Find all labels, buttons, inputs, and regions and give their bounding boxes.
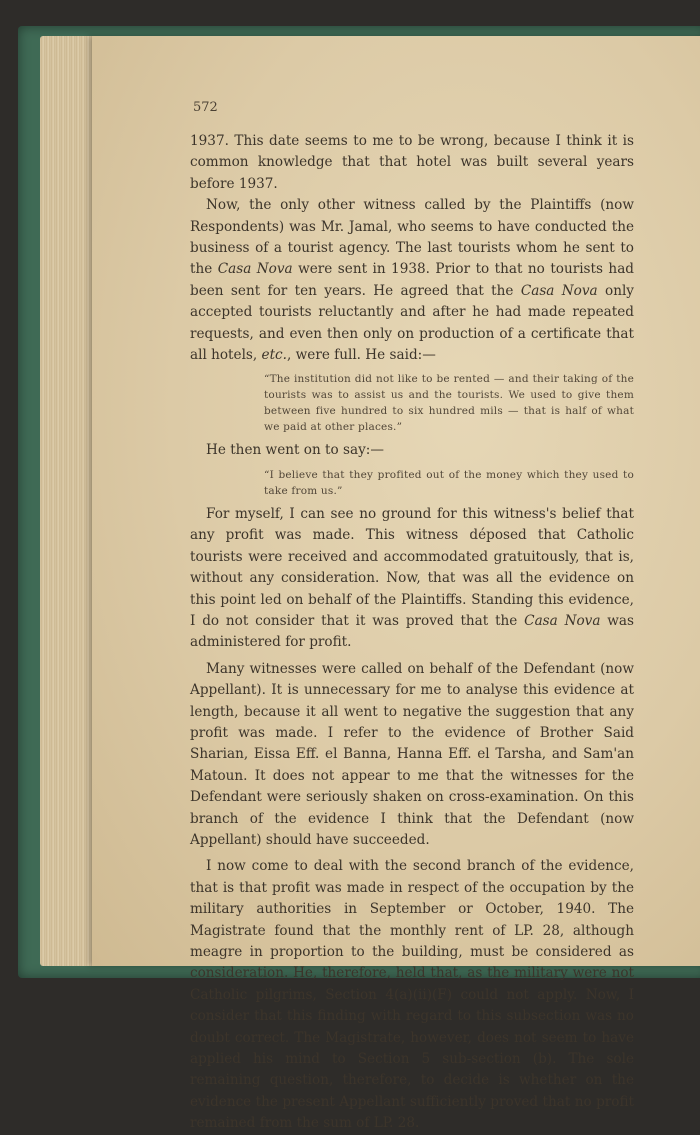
paragraph-2: Now, the only other witness called by the Plaintiffs (now Respondents) was Mr. Jamal, who seems to have conducted the business of a tourist agency. The last tourists whom he sent to the Casa Nova were sent in 1938. Prior to that no tourists had been sent for ten years. He agreed that the Casa Nova only accepted tourists reluctantly and after he had made repeated requests, and even then only on production of a certificate that all hotels, etc., were full. He said:— — [190, 197, 634, 364]
paragraph-4: For myself, I can see no ground for this witness's belief that any profit was made. This witness déposed that Catholic tourists were received and accommodated gratuitously, that is, without any consideration. Now, that was all the evidence on this point led on behalf of the Plaintiffs. Standing this evidence, I do not consider that it was proved that the Casa Nova was administered for profit. — [190, 505, 634, 651]
page-edges — [40, 36, 100, 966]
quotation-1: “The institution did not like to be rented — and their taking of the tourists was to assist us and the tourists. We used to give them between five hundred to six hundred mils — that is half of what we paid at other places.” — [264, 373, 634, 434]
quotation-2: “I believe that they profited out of the money which they used to take from us.” — [264, 468, 634, 497]
paragraph-1: 1937. This date seems to me to be wrong, because I think it is common knowledge that that hotel was built several years before 1937. — [190, 133, 634, 192]
page-number: 572 — [193, 100, 218, 115]
page-text — [190, 131, 634, 1135]
paragraph-6: I now come to deal with the second branch of the evidence, that is that profit was made in respect of the occupation by the military authorities in September or October, 1940. The Magistrate found that the monthly rent of LP. 28, although meagre in proportion to the building, must be considered as consideration. He, therefore, held that, as the military were not Catholic pilgrims, Section 4(a)(ii)(F) could not apply. Now, I consider that this finding with regard to this subsection was no doubt correct. The Magistrate, however, does not seem to have applied his mind to Section 5 sub-section (b). The sole remaining question, therefore, to decide is whether on the evidence the present Appellant sufficiently proved that no profit remained from the sum of LP. 28. — [190, 858, 634, 1132]
paragraph-3: He then went on to say:— — [206, 442, 384, 459]
paragraph-5: Many witnesses were called on behalf of the Defendant (now Appellant). It is unnecessary for me to analyse this evidence at length, because it all went to negative the suggestion that any profit was made. I refer to the evidence of Brother Said Sharian, Eissa Eff. el Banna, Hanna Eff. el Tarsha, and Sam'an Matoun. It does not appear to me that the witnesses for the Defendant were seriously shaken on cross-examination. On this branch of the evidence I think that the Defendant (now Appellant) should have succeeded. — [190, 660, 634, 848]
